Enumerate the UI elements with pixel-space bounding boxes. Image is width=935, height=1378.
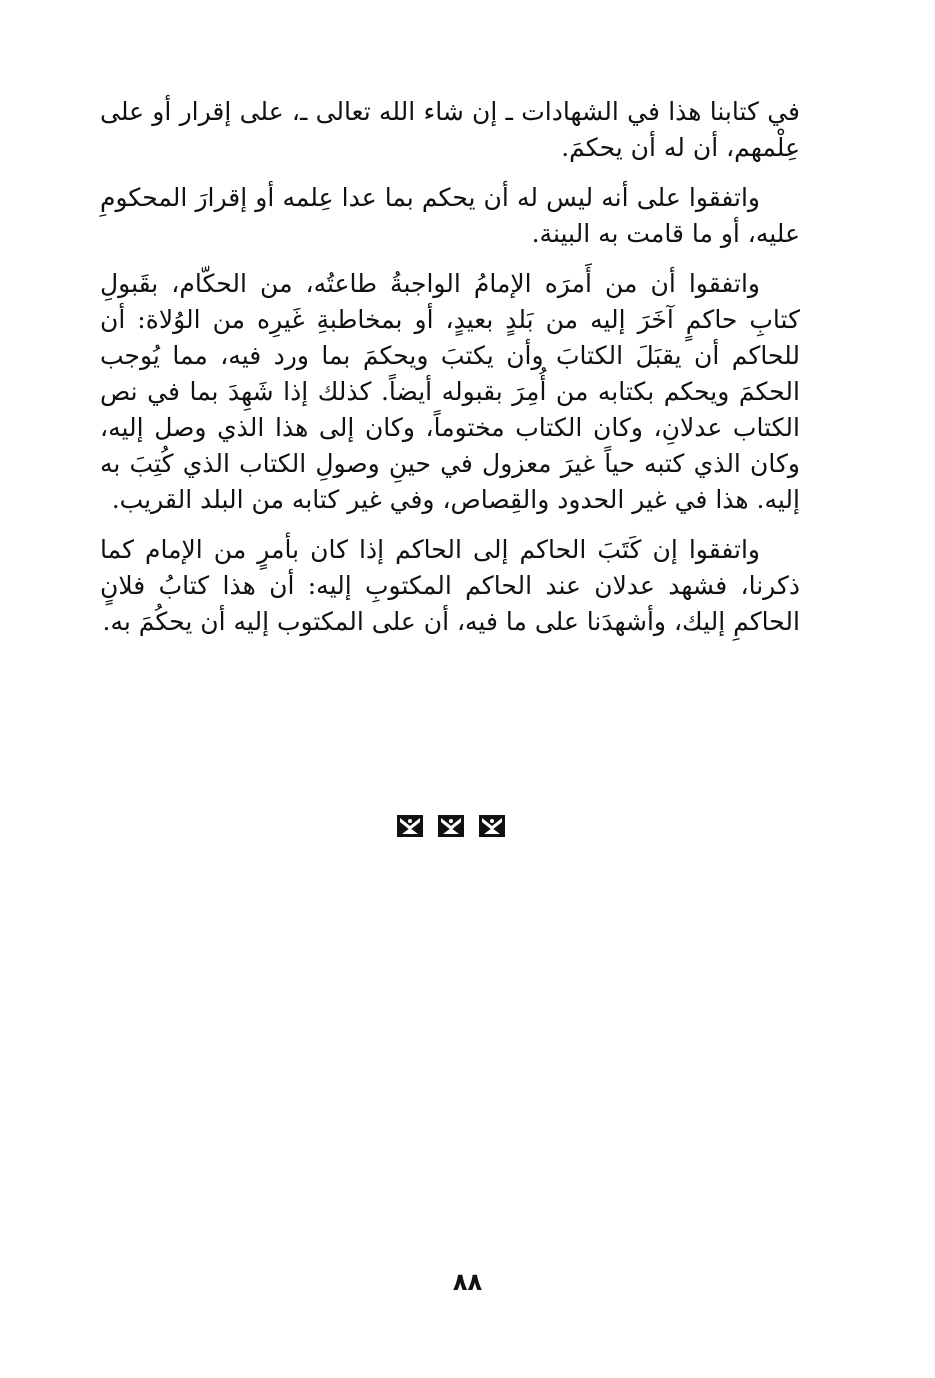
body-text <box>100 94 800 654</box>
decorative-ornament-icon <box>396 814 424 838</box>
paragraph: في كتابنا هذا في الشهادات ـ إن شاء الله تعالى ـ، على إقرار أو على عِلْمهم، أن له أن يحكمَ. <box>100 97 800 162</box>
paragraph: واتفقوا إن كَتَبَ الحاكم إلى الحاكم إذا كان بأمرٍ من الإمام كما ذكرنا، فشهد عدلان عند الحاكم المكتوبِ إليه: أن هذا كتابُ فلانٍ الحاكمِ إليك، وأشهدَنا على ما فيه، أن على المكتوب إليه أن يحكُمَ به. <box>100 535 800 636</box>
paragraph: واتفقوا على أنه ليس له أن يحكم بما عدا عِلمه أو إقرارَ المحكومِ عليه، أو ما قامت به البينة. <box>100 183 800 248</box>
decorative-ornament-icon <box>437 814 465 838</box>
decorative-ornament-icon <box>478 814 506 838</box>
paragraph: واتفقوا أن من أَمرَه الإمامُ الواجبةُ طاعتُه، من الحكّام، بقَبولِ كتابِ حاكمٍ آخَرَ إليه من بَلدٍ بعيدٍ، أو بمخاطبةِ غَيرِه من الوُلاة: أن للحاكم أن يقبَلَ الكتابَ وأن يكتبَ ويحكمَ بما ورد فيه، مما يُوجب الحكمَ ويحكم بكتابه من أُمِرَ بقبوله أيضاً. كذلك إذا شَهِدَ بما في نص الكتاب عدلانِ، وكان الكتاب مختوماً، وكان إلى هذا الذي وصل إليه، وكان الذي كتبه حياً غيرَ معزول في حينِ وصولِ الكتاب الذي كُتِبَ به إليه. هذا في غير الحدود والقِصاص، وفي غير كتابه من البلد القريب. <box>100 269 800 514</box>
section-ornament <box>396 812 506 840</box>
page-number: ٨٨ <box>452 1268 483 1296</box>
